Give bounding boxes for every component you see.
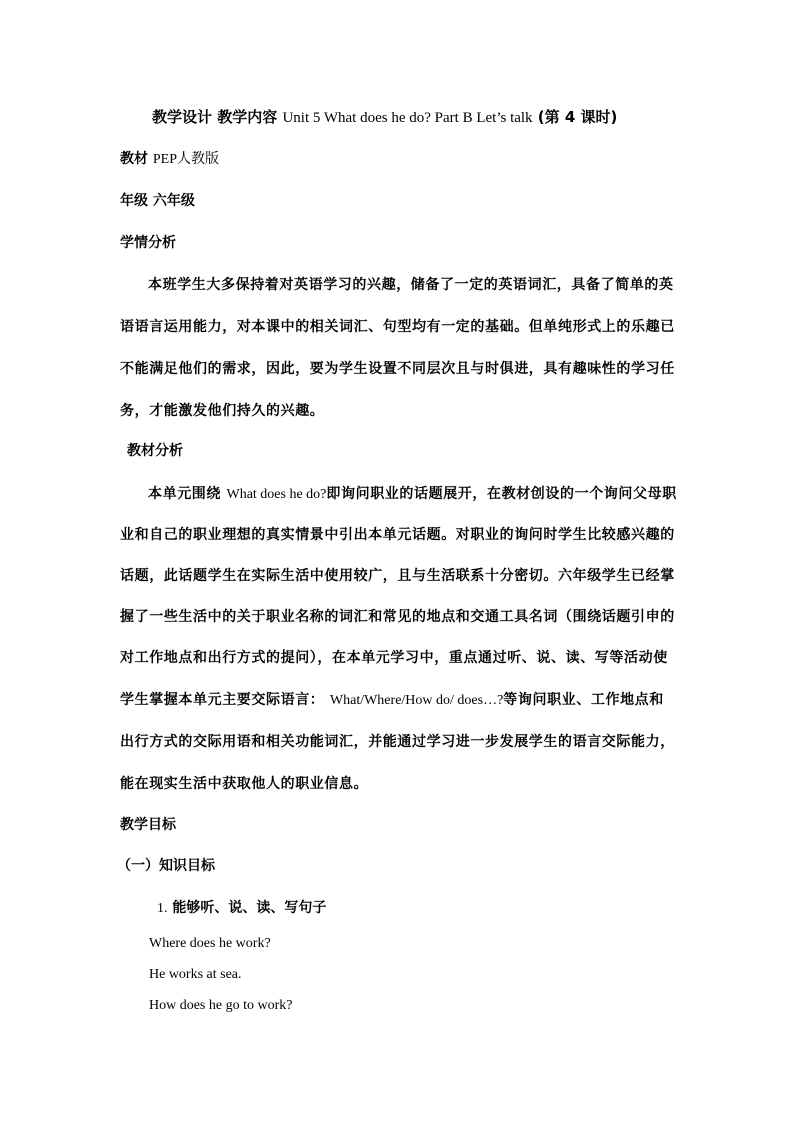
grade-row: [120, 191, 195, 211]
text-span: 本单元围绕: [148, 486, 221, 502]
text-span-en: What does he do?: [226, 487, 327, 502]
text-span-en: What/Where/How do/ does…?: [329, 693, 504, 708]
textbook-label: 教材: [120, 151, 148, 167]
item-number: 1.: [157, 901, 168, 916]
example-sentence: How does he go to work?: [149, 998, 293, 1013]
paragraph-line: 语语言运用能力，对本课中的相关词汇、句型均有一定的基础。但单纯形式上的乐趣已: [120, 319, 675, 335]
text-span: 学生掌握本单元主要交际语言：: [120, 692, 325, 708]
item-text: 能够听、说、读、写句子: [172, 900, 327, 916]
paragraph-line: 本班学生大多保持着对英语学习的兴趣，储备了一定的英语词汇，具备了简单的英: [148, 277, 674, 293]
title-prefix: 教学设计 教学内容: [152, 108, 278, 126]
grade-value: 六年级: [152, 193, 195, 209]
paragraph-line: 能在现实生活中获取他人的职业信息。: [120, 776, 369, 792]
paragraph-line: [148, 484, 676, 505]
paragraph-line: [120, 690, 676, 711]
paragraph-line: 出行方式的交际用语和相关功能词汇，并能通过学习进一步发展学生的语言交际能力，: [120, 734, 675, 750]
text-span: 即询问职业的话题展开，在教材创设的一个询问父母职: [326, 486, 677, 502]
textbook-value: PEP人教版: [152, 152, 219, 167]
example-sentence: He works at sea.: [149, 967, 242, 982]
paragraph-line: 对工作地点和出行方式的提问），在本单元学习中，重点通过听、说、读、写等活动使: [120, 650, 668, 666]
paragraph-line: 握了一些生活中的关于职业名称的词汇和常见的地点和交通工具名词（围绕话题引申的: [120, 609, 675, 625]
material-analysis-heading: 教材分析: [127, 443, 183, 459]
knowledge-objectives-heading: （一）知识目标: [117, 858, 215, 874]
paragraph-line: 业和自己的职业理想的真实情景中引出本单元话题。对职业的询问时学生比较感兴趣的: [120, 527, 675, 543]
text-span: 等询问职业、工作地点和: [503, 692, 664, 708]
paragraph-line: 务，才能激发他们持久的兴趣。: [120, 403, 325, 419]
paragraph-line: 不能满足他们的需求，因此，要为学生设置不同层次且与时俱进，具有趣味性的学习任: [120, 361, 675, 377]
document-title: [152, 106, 617, 129]
paragraph-line: 话题，此话题学生在实际生活中使用较广，且与生活联系十分密切。六年级学生已经掌: [120, 568, 675, 584]
objectives-heading: 教学目标: [120, 817, 176, 833]
grade-label: 年级: [120, 193, 148, 209]
title-unit: Unit 5 What does he do? Part B Let’s talk: [282, 110, 533, 126]
objective-item-1: [157, 898, 326, 919]
student-analysis-heading: 学情分析: [120, 235, 176, 251]
textbook-row: [120, 149, 219, 170]
title-lesson: (第 4 课时): [537, 108, 618, 126]
example-sentence: Where does he work?: [149, 936, 271, 951]
